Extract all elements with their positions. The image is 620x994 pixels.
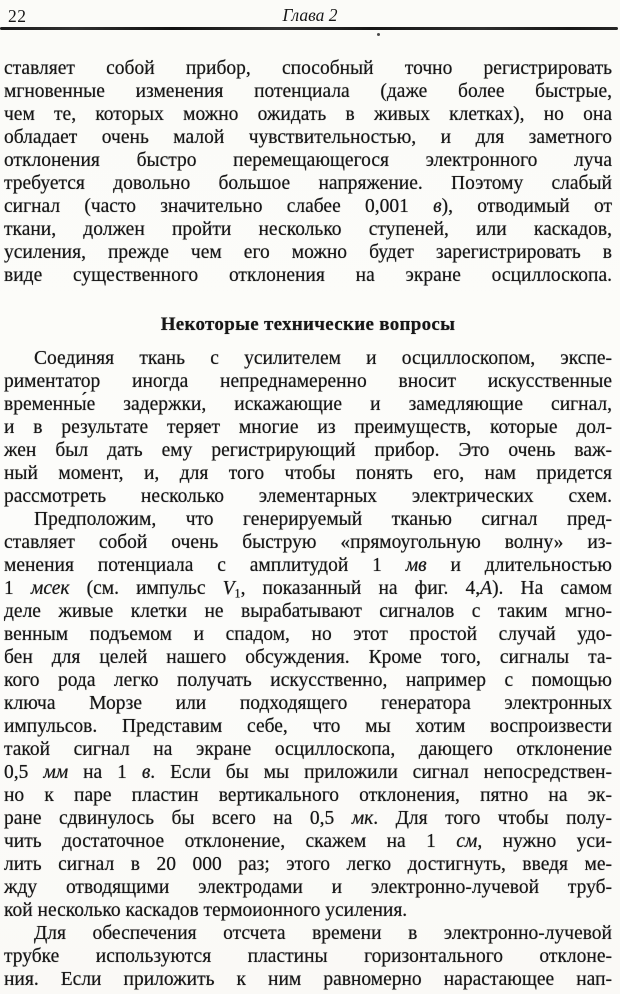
text-line: деле живые клетки не вырабатывают сигналов с таким мгно- [4,601,612,622]
italic-term: мк [351,808,374,829]
text-line: и в результате теряет многие из преимуществ, которые дол- [4,417,612,438]
italic-term: см [456,831,478,852]
italic-term: А [480,578,493,599]
text-line: жду отводящими электродами и электронно-лучевой труб- [4,877,612,898]
text-line: ставляет собой прибор, способный точно регистрировать [4,58,612,79]
text-line: ставляет собой очень быструю «прямоугольную волну» из- [4,532,612,553]
text-line: обладает очень малой чувствительностью, и для заметного [4,127,612,148]
text-line: импульсов. Представим себе, что мы хотим воспроизвести [4,716,612,737]
text-line: рассмотреть несколько элементарных электрических схем. [4,486,612,507]
paragraph [4,347,612,508]
paragraph [4,508,612,922]
text-line: ткани, должен пройти несколько ступеней, или каскадов, [4,219,612,240]
italic-term: в [141,762,151,783]
text-line: Для обеспечения отсчета времени в электронно-лучевой [34,923,612,944]
text-line: такой сигнал на экране осциллоскопа, дающего отклонение [4,739,612,760]
italic-term: мм [43,762,69,783]
paragraph [4,57,612,287]
text-line: ный момент, и, для того чтобы понять его, нам придется [4,463,612,484]
text-line: Соединяя ткань с усилителем и осциллоскопом, экспе- [34,348,612,369]
italic-term: мв [405,555,427,576]
italic-term: мсек [30,578,70,599]
section-heading: Некоторые технические вопросы [160,314,456,335]
text-line: отклонения быстро перемещающегося электронного луча [4,150,612,171]
text-line: венным подъемом и спадом, но этот простой случай удо- [4,624,612,645]
text-line: но к паре пластин вертикального отклонения, пятно на эк- [4,785,612,806]
text-line: кого рода легко получать искусственно, например с помощью [4,670,612,691]
text-line: мгновенные изменения потенциала (даже более быстрые, [4,81,612,102]
text-line: ране сдвинулось бы всего на 0,5 мк. Для того чтобы полу- [4,808,613,829]
text-line: чить достаточное отклонение, скажем на 1 см, нужно уси- [4,831,612,852]
paragraph [4,922,612,991]
text-line: риментатор иногда непреднамеренно вносит искусственные [4,371,612,392]
text-line: лить сигнал в 20 000 раз; этого легко достигнуть, введя ме- [4,854,612,875]
text-line: сигнал (часто значительно слабее 0,001 в), отводимый от [4,196,612,217]
text-line: чем те, которых можно ожидать в живых клетках), но она [4,104,612,125]
text-line: трубке используются пластины горизонтального отклоне- [4,946,612,967]
running-head [0,5,620,29]
text-line: ключа Морзе или подходящего генератора электронных [4,693,612,714]
text-line: 0,5 мм на 1 в. Если бы мы приложили сигнал непосредствен- [4,762,613,783]
text-line: Предположим, что генерируемый тканью сигнал пред- [34,509,612,530]
text-line: менения потенциала с амплитудой 1 мв и длительностью [4,555,612,576]
text-line: виде существенного отклонения на экране осциллоскопа. [4,265,612,286]
chapter-title: Глава 2 [282,5,338,25]
text-line: усиления, прежде чем его можно будет зарегистрировать в [4,242,612,263]
header-divider-rule [0,27,618,30]
italic-term: V [222,578,235,599]
subscript: 1 [234,586,241,601]
text-line: временны́е задержки, искажающие и замедляющие сигнал, [4,394,612,415]
text-line: кой несколько каскадов термоионного усиления. [4,900,408,921]
italic-term: в [433,196,442,217]
text-line: ния. Если приложить к ним равномерно нарастающее нап- [4,969,612,990]
text-line: бен для целей нашего обсуждения. Кроме того, сигналы та- [4,647,612,668]
text-line: требуется довольно большое напряжение. Поэтому слабый [4,173,612,194]
text-line: жен был дать ему регистрирующий прибор. Это очень важ- [4,440,612,461]
scan-speck [377,33,380,36]
page-number: 22 [8,6,27,26]
body-text [4,57,612,991]
text-line: 1 мсек (см. импульс $V_1$, показанный на фиг. 4,А). На самом [4,578,613,601]
